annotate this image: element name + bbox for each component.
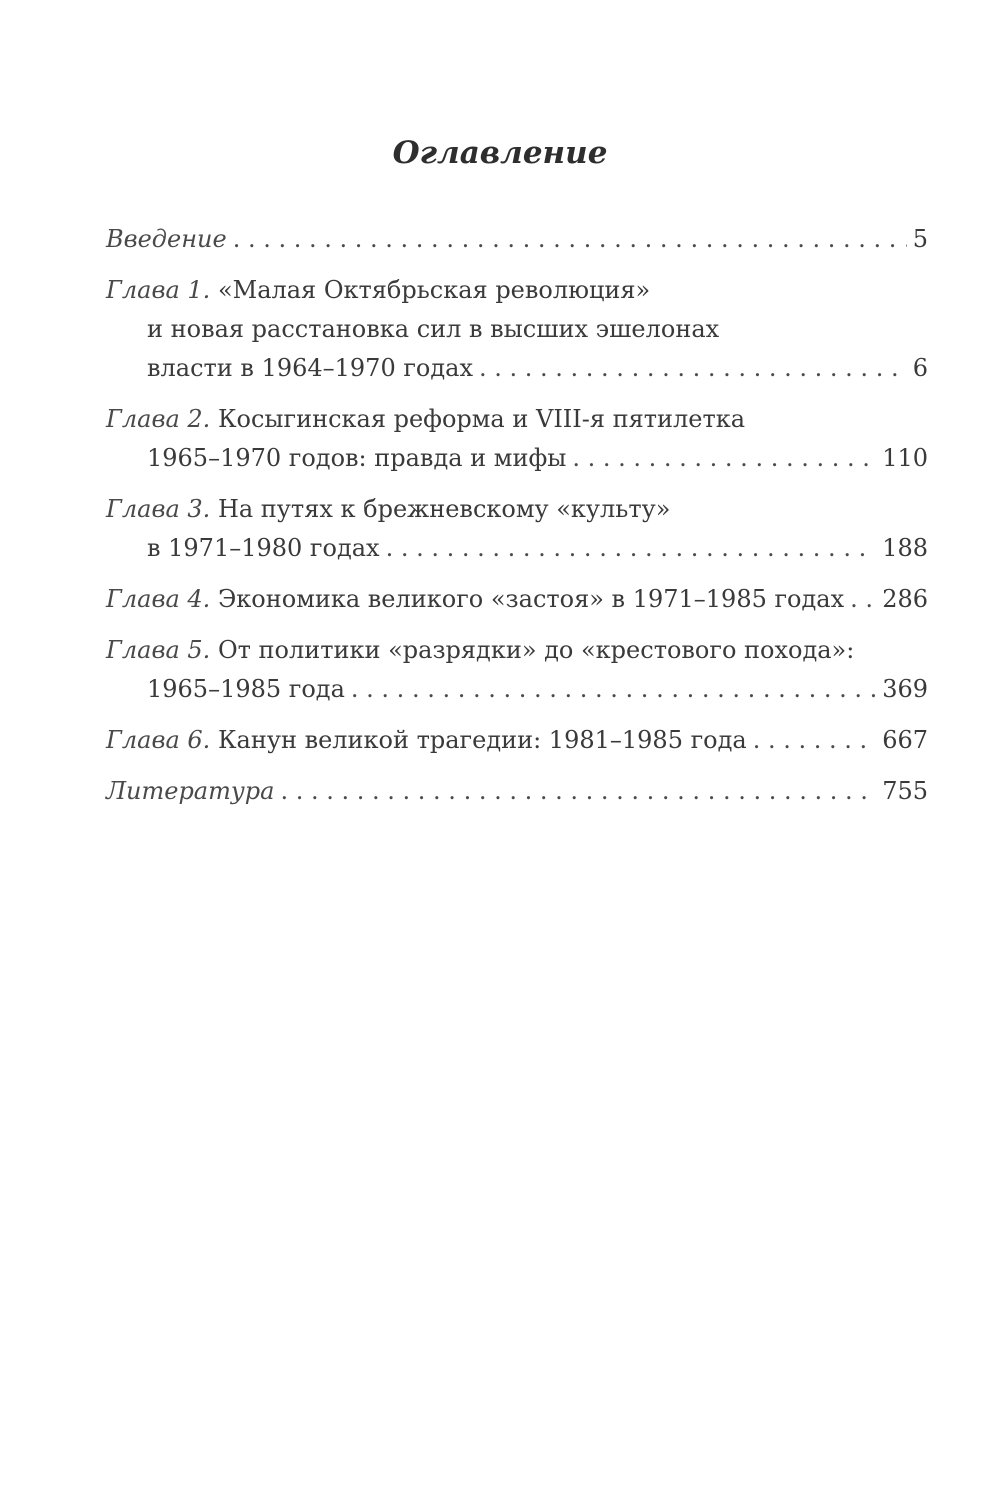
entry-title-line: и новая расстановка сил в высших эшелонах <box>147 315 720 343</box>
dot-leader <box>386 529 877 568</box>
entry-title-line: На путях к брежневскому «культу» <box>217 495 671 523</box>
toc-line <box>106 490 928 529</box>
toc-line <box>106 349 928 388</box>
toc-line <box>106 271 928 310</box>
toc-line <box>106 631 928 670</box>
toc-line <box>106 400 928 439</box>
page-number: 5 <box>912 225 928 253</box>
page-title: Оглавление <box>392 135 608 171</box>
page-number: 110 <box>882 444 928 472</box>
toc-line <box>106 529 928 568</box>
table-of-contents <box>106 220 928 823</box>
entry-label: Литература <box>106 777 275 805</box>
toc-line <box>106 772 928 811</box>
entry-label: Глава 6. <box>106 726 211 754</box>
entry-label: Глава 3. <box>106 495 211 523</box>
dot-leader <box>280 772 876 811</box>
entry-title-line: 1965–1985 года <box>147 675 345 703</box>
page-number: 755 <box>882 777 928 805</box>
dot-leader <box>233 220 907 259</box>
toc-line <box>106 310 928 349</box>
page-number: 369 <box>882 675 928 703</box>
toc-entry-chapter-4[interactable] <box>106 580 928 619</box>
toc-entry-chapter-6[interactable] <box>106 721 928 760</box>
page-number: 667 <box>882 726 928 754</box>
entry-title-line: Экономика великого «застоя» в 1971–1985 годах <box>217 585 845 613</box>
page-number: 286 <box>882 585 928 613</box>
entry-title-line: 1965–1970 годов: правда и мифы <box>147 444 567 472</box>
entry-title-line: власти в 1964–1970 годах <box>147 354 473 382</box>
toc-entry-bibliography[interactable] <box>106 772 928 811</box>
entry-label: Глава 2. <box>106 405 211 433</box>
toc-line <box>106 220 928 259</box>
dot-leader <box>850 580 876 619</box>
page-number: 188 <box>882 534 928 562</box>
entry-title-line: в 1971–1980 годах <box>147 534 380 562</box>
entry-label: Глава 1. <box>106 276 211 304</box>
entry-title-line: От политики «разрядки» до «крестового похода»: <box>217 636 855 664</box>
entry-label: Глава 4. <box>106 585 211 613</box>
toc-line <box>106 439 928 478</box>
toc-entry-chapter-2[interactable] <box>106 400 928 478</box>
toc-entry-introduction[interactable] <box>106 220 928 259</box>
entry-title-line: Косыгинская реформа и VIII-я пятилетка <box>217 405 746 433</box>
toc-line <box>106 670 928 709</box>
toc-line <box>106 721 928 760</box>
dot-leader <box>753 721 876 760</box>
toc-entry-chapter-3[interactable] <box>106 490 928 568</box>
dot-leader <box>351 670 876 709</box>
entry-title-line: «Малая Октябрьская революция» <box>217 276 651 304</box>
dot-leader <box>479 349 907 388</box>
toc-entry-chapter-1[interactable] <box>106 271 928 388</box>
entry-label: Введение <box>106 225 227 253</box>
entry-label: Глава 5. <box>106 636 211 664</box>
dot-leader <box>572 439 876 478</box>
entry-title-line: Канун великой трагедии: 1981–1985 года <box>217 726 747 754</box>
toc-line <box>106 580 928 619</box>
toc-entry-chapter-5[interactable] <box>106 631 928 709</box>
page-number: 6 <box>912 354 928 382</box>
